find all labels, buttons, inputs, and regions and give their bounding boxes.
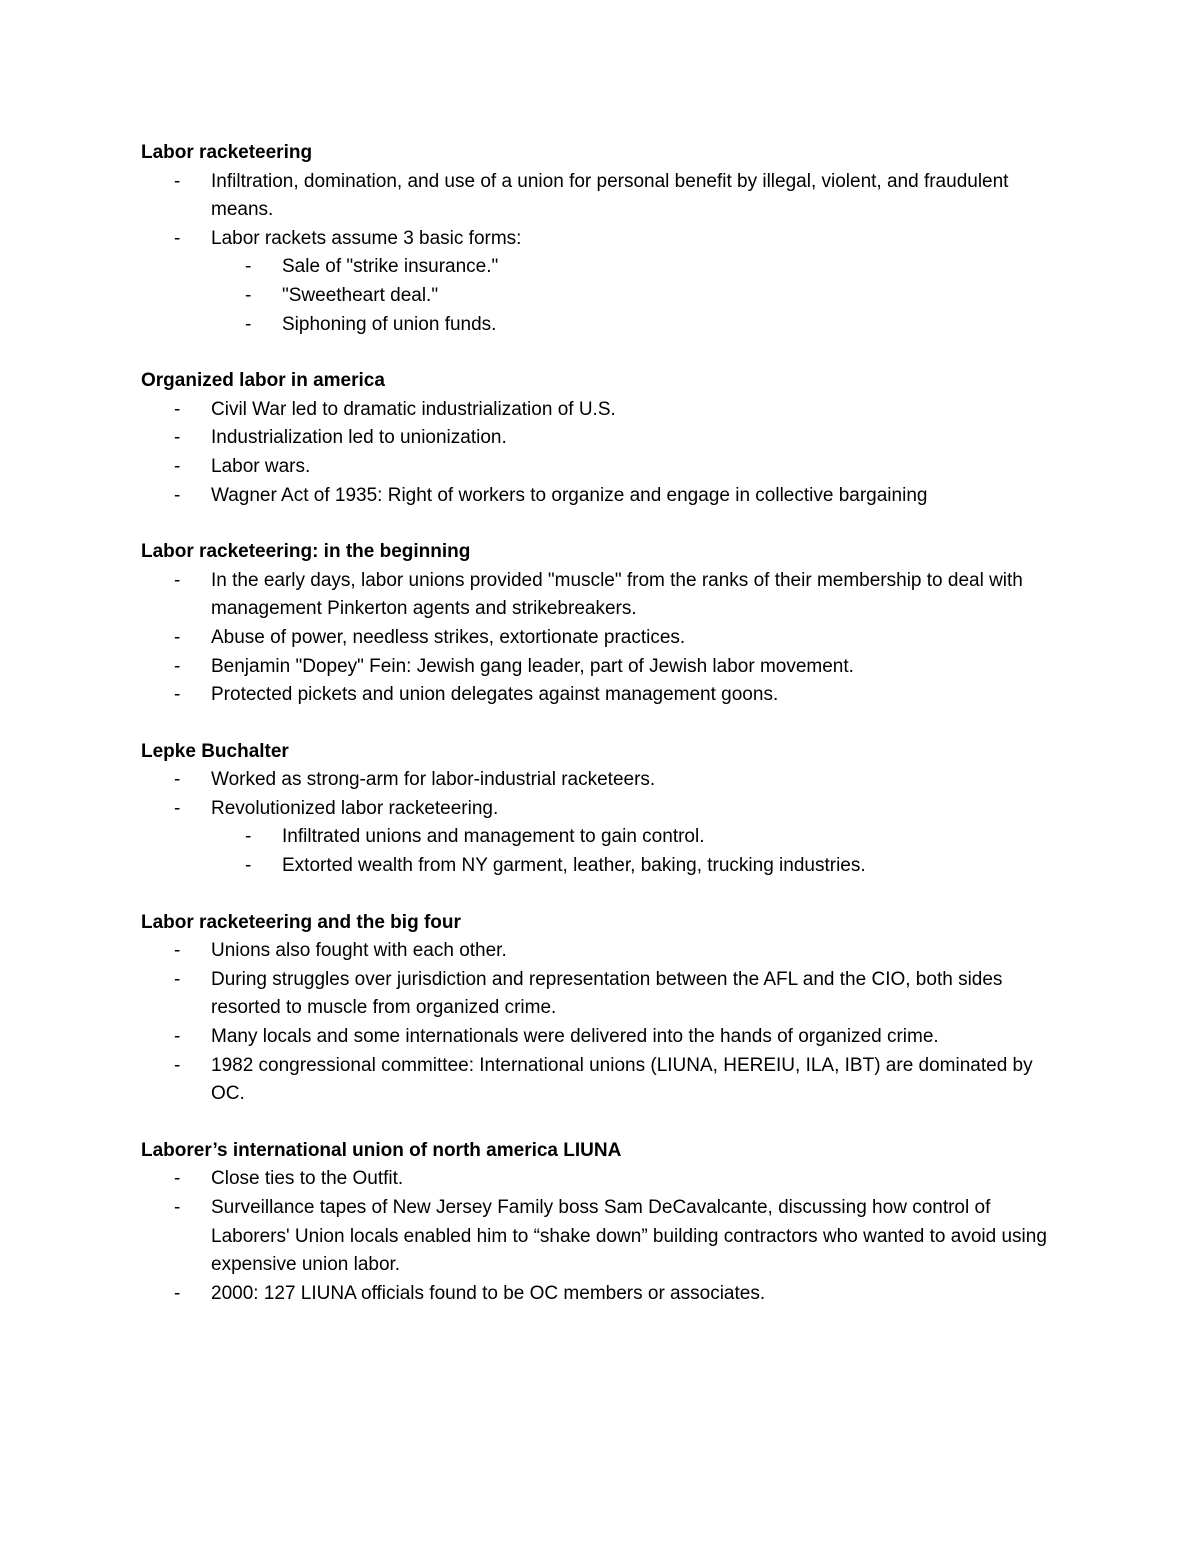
dash-bullet: -	[245, 826, 252, 848]
list-item	[141, 1165, 1071, 1194]
list-item	[141, 795, 1071, 881]
section-heading: Lepke Buchalter	[141, 740, 289, 762]
list-item-text: Industrialization led to unionization.	[211, 427, 507, 449]
dash-bullet: -	[174, 427, 181, 449]
sub-list-item-text: "Sweetheart deal."	[282, 284, 439, 306]
list-item	[141, 1280, 1071, 1309]
list-item	[141, 1052, 1071, 1109]
bullet-list	[141, 396, 1071, 510]
section-heading: Labor racketeering and the big four	[141, 911, 461, 933]
list-item	[141, 1023, 1071, 1052]
bullet-list	[141, 168, 1071, 340]
dash-bullet: -	[245, 855, 252, 877]
section-lepke-buchalter	[141, 738, 1071, 881]
list-item	[141, 653, 1071, 682]
dash-bullet: -	[174, 569, 181, 591]
section-liuna	[141, 1137, 1071, 1309]
dash-bullet: -	[174, 1026, 181, 1048]
dash-bullet: -	[245, 256, 252, 278]
list-item-text: Unions also fought with each other.	[211, 940, 507, 962]
list-item-text: Labor wars.	[211, 455, 311, 477]
dash-bullet: -	[174, 940, 181, 962]
list-item	[141, 168, 1071, 225]
dash-bullet: -	[174, 797, 181, 819]
sub-list-item-text: Extorted wealth from NY garment, leather, baking, trucking industries.	[282, 855, 866, 877]
sub-list-item	[211, 823, 1071, 852]
list-item	[141, 766, 1071, 795]
dash-bullet: -	[174, 170, 181, 192]
list-item-text: Close ties to the Outfit.	[211, 1168, 404, 1190]
dash-bullet: -	[174, 1197, 181, 1218]
sub-list-item	[211, 311, 1071, 340]
dash-bullet: -	[174, 684, 181, 706]
section-heading: Labor racketeering	[141, 142, 313, 163]
dash-bullet: -	[174, 655, 181, 677]
dash-bullet: -	[174, 769, 181, 791]
bullet-list	[141, 766, 1071, 880]
section-big-four	[141, 909, 1071, 1109]
list-item	[141, 966, 1071, 1023]
dash-bullet: -	[174, 484, 181, 506]
list-item	[141, 681, 1071, 710]
section-organized-labor	[141, 367, 1071, 510]
sub-list-item	[211, 852, 1071, 881]
bullet-list	[141, 1165, 1071, 1308]
list-item-text: Wagner Act of 1935: Right of workers to organize and engage in collective bargaining	[211, 484, 928, 506]
document-page	[141, 139, 1071, 1336]
dash-bullet: -	[174, 968, 181, 990]
dash-bullet: -	[245, 284, 252, 306]
list-item	[141, 1194, 1071, 1280]
list-item-text: Revolutionized labor racketeering.	[211, 797, 499, 819]
list-item	[141, 396, 1071, 425]
dash-bullet: -	[174, 398, 181, 420]
list-item	[141, 225, 1071, 339]
section-heading: Organized labor in america	[141, 370, 385, 392]
section-heading: Labor racketeering: in the beginning	[141, 541, 471, 563]
dash-bullet: -	[174, 455, 181, 477]
list-item	[141, 937, 1071, 966]
sub-list-item	[211, 282, 1071, 311]
section-heading: Laborer’s international union of north america LIUNA	[141, 1139, 622, 1161]
list-item-text: 1982 congressional committee: International unions (LIUNA, HEREIU, ILA, IBT) are dominated by OC.	[211, 1054, 1033, 1105]
list-item-text: During struggles over jurisdiction and representation between the AFL and the CIO, both sides resorted to muscle from organized crime.	[211, 968, 1003, 1019]
bullet-list	[141, 567, 1071, 710]
section-labor-racketeering	[141, 139, 1071, 339]
sub-bullet-list	[211, 253, 1071, 339]
list-item-text: Surveillance tapes of New Jersey Family boss Sam DeCavalcante, discussing how control of Laborers' Union locals enabled him to “shake down” building contractors who wanted to avoid using expensive union labor.	[211, 1197, 1047, 1276]
dash-bullet: -	[174, 1054, 181, 1076]
list-item	[141, 482, 1071, 511]
dash-bullet: -	[174, 1168, 181, 1190]
list-item	[141, 624, 1071, 653]
dash-bullet: -	[174, 626, 181, 648]
sub-list-item-text: Infiltrated unions and management to gain control.	[282, 826, 705, 848]
list-item-text: Abuse of power, needless strikes, extortionate practices.	[211, 626, 686, 648]
dash-bullet: -	[174, 1282, 181, 1304]
list-item-text: Labor rackets assume 3 basic forms:	[211, 227, 522, 249]
list-item-text: Many locals and some internationals were delivered into the hands of organized crime.	[211, 1026, 939, 1048]
list-item-text: Civil War led to dramatic industrialization of U.S.	[211, 398, 616, 420]
list-item	[141, 453, 1071, 482]
list-item-text: Protected pickets and union delegates against management goons.	[211, 684, 779, 706]
list-item	[141, 567, 1071, 624]
sub-list-item	[211, 253, 1071, 282]
sub-list-item-text: Sale of "strike insurance."	[282, 256, 499, 278]
list-item-text: In the early days, labor unions provided "muscle" from the ranks of their membership to deal with management Pinkerton agents and strikebreakers.	[211, 569, 1023, 620]
list-item-text: Benjamin "Dopey" Fein: Jewish gang leader, part of Jewish labor movement.	[211, 655, 854, 677]
sub-bullet-list	[211, 823, 1071, 880]
list-item-text: Infiltration, domination, and use of a union for personal benefit by illegal, violent, and fraudulent means.	[211, 170, 1009, 221]
list-item-text: 2000: 127 LIUNA officials found to be OC members or associates.	[211, 1282, 766, 1304]
bullet-list	[141, 937, 1071, 1109]
dash-bullet: -	[245, 313, 252, 335]
dash-bullet: -	[174, 227, 181, 249]
list-item-text: Worked as strong-arm for labor-industrial racketeers.	[211, 769, 656, 791]
sub-list-item-text: Siphoning of union funds.	[282, 313, 497, 335]
section-in-the-beginning	[141, 538, 1071, 710]
list-item	[141, 424, 1071, 453]
